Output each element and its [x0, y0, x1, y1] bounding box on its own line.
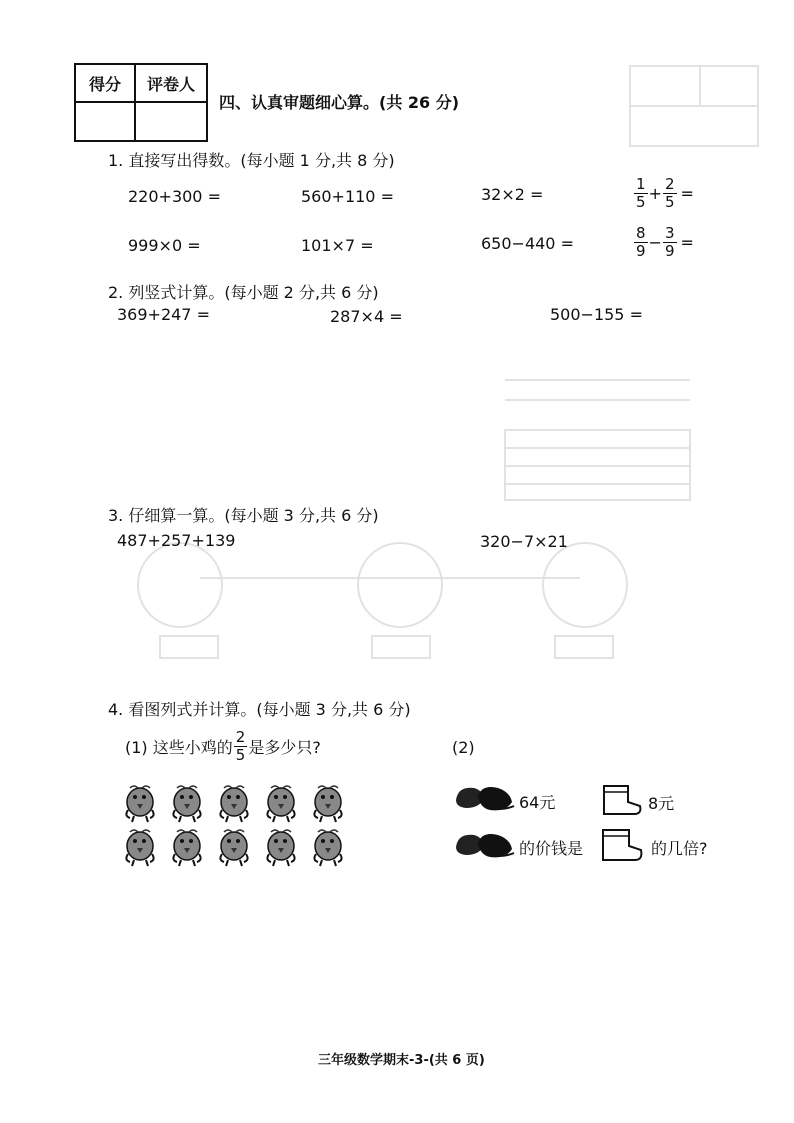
page-footer: 三年级数学期末-3-(共 6 页) — [318, 1053, 485, 1068]
chick-icon — [126, 786, 153, 822]
q4-part2-text-a: 的价钱是 — [519, 839, 584, 858]
q2-expr-3: 500−155 = — [550, 305, 643, 324]
chick-grid — [120, 782, 355, 872]
chick-icon — [267, 786, 294, 822]
chick-icon — [314, 830, 341, 866]
chick-icon — [220, 786, 247, 822]
q2-title: 2. 列竖式计算。(每小题 2 分,共 6 分) — [108, 283, 379, 302]
sock-icon — [597, 826, 647, 864]
shoes-icon — [452, 780, 518, 816]
q1-title: 1. 直接写出得数。(每小题 1 分,共 8 分) — [108, 151, 395, 170]
sock-price: 8元 — [648, 794, 675, 813]
chick-icon — [126, 830, 153, 866]
q3-expr-1: 487+257+139 — [117, 531, 236, 550]
score-cell[interactable] — [75, 102, 135, 141]
fraction: $\frac{3}{9}$ — [664, 224, 675, 260]
fraction: $\frac{2}{5}$ — [235, 728, 246, 764]
chick-icon — [267, 830, 294, 866]
fraction: $\frac{8}{9}$ — [636, 224, 646, 260]
q1-expr-3: 32×2 = — [481, 185, 544, 204]
q2-expr-2: 287×4 = — [330, 307, 403, 326]
q1-expr-7: 650−440 = — [481, 234, 574, 253]
fraction: $\frac{1}{5}$ — [636, 175, 646, 211]
grader-cell[interactable] — [135, 102, 207, 141]
q1-expr-5: 999×0 = — [128, 236, 201, 255]
score-header: 得分 — [75, 64, 135, 102]
q3-expr-2: 320−7×21 — [480, 532, 568, 551]
grader-header: 评卷人 — [135, 64, 207, 102]
q1-expr-8: $\frac{8}{9}$ − $\frac{3}{9}$ = — [636, 224, 694, 260]
shoes-icon — [452, 825, 518, 865]
q4-title: 4. 看图列式并计算。(每小题 3 分,共 6 分) — [108, 700, 411, 719]
chick-icon — [314, 786, 341, 822]
sock-icon — [598, 782, 644, 818]
q1-expr-6: 101×7 = — [301, 236, 374, 255]
score-table — [74, 63, 208, 142]
q1-expr-1: 220+300 = — [128, 187, 221, 206]
chick-icon — [173, 830, 200, 866]
q4-part2-text-b: 的几倍? — [651, 839, 708, 858]
section-title: 四、认真审题细心算。(共 26 分) — [219, 93, 460, 112]
q4-part2-label: (2) — [452, 738, 475, 757]
shoes-price: 64元 — [519, 793, 556, 812]
fraction: $\frac{2}{5}$ — [664, 175, 675, 211]
q4-part1-question: (1) 这些小鸡的 $\frac{2}{5}$ 是多少只? — [125, 728, 321, 764]
q1-expr-2: 560+110 = — [301, 187, 394, 206]
chick-icon — [173, 786, 200, 822]
q3-title: 3. 仔细算一算。(每小题 3 分,共 6 分) — [108, 506, 379, 525]
q2-expr-1: 369+247 = — [117, 305, 210, 324]
chick-icon — [220, 830, 247, 866]
q1-expr-4: $\frac{1}{5}$ + $\frac{2}{5}$ = — [636, 175, 694, 211]
